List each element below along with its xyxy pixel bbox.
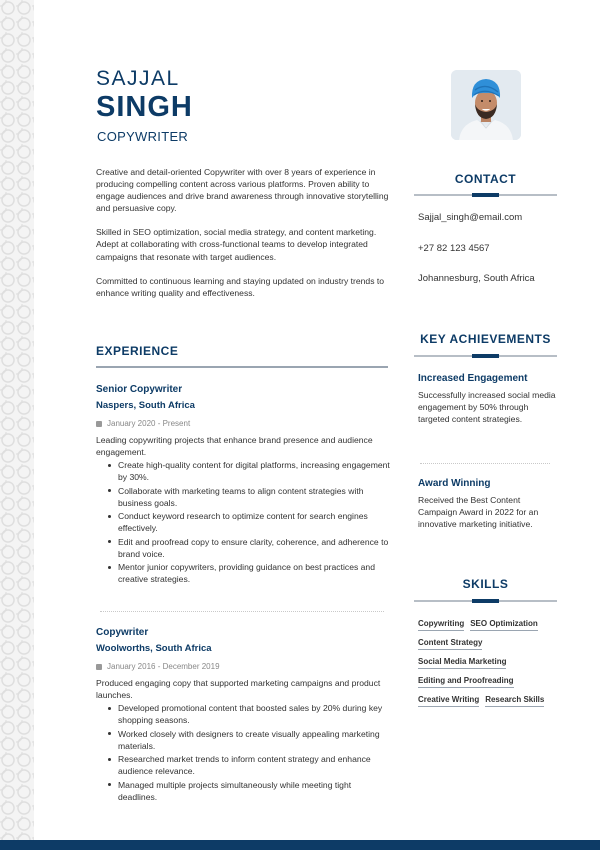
job-dates — [96, 662, 392, 671]
job-dates-text: January 2020 - Present — [107, 419, 191, 428]
calendar-icon — [96, 664, 102, 670]
achievements-divider — [414, 355, 557, 357]
job-company: Woolworths, South Africa — [96, 643, 212, 654]
summary-paragraph: Committed to continuous learning and staying updated on industry trends to enhance writing quality and effectiveness. — [96, 275, 385, 298]
calendar-icon — [96, 421, 102, 427]
job-role: Copywriter — [96, 627, 149, 638]
job-divider — [100, 611, 384, 612]
job-entry — [96, 384, 392, 587]
job-bullet: Mentor junior copywriters, providing guidance on best practices and creative strategies. — [108, 561, 392, 585]
last-name: SINGH — [96, 91, 193, 123]
experience-heading: EXPERIENCE — [96, 344, 179, 358]
job-bullet: Managed multiple projects simultaneously while meeting tight deadlines. — [108, 779, 392, 803]
summary-paragraph: Skilled in SEO optimization, social media strategy, and content marketing. Adept at collaborating with cross-functional teams to develop integrated campaigns that resonate with target audiences. — [96, 227, 377, 262]
skill-tag: Creative Writing — [418, 695, 479, 707]
bottom-accent-bar — [0, 840, 600, 850]
skill-tag: SEO Optimization — [470, 619, 538, 631]
job-entry — [96, 627, 392, 804]
job-description: Leading copywriting projects that enhance brand presence and audience engagement. — [96, 435, 373, 457]
skills-divider — [414, 600, 557, 602]
professional-summary — [96, 166, 392, 311]
job-bullet: Conduct keyword research to optimize content for search engines effectively. — [108, 510, 392, 534]
job-company: Naspers, South Africa — [96, 400, 195, 411]
achievement-text: Received the Best Content Campaign Award in 2022 for an innovative marketing initiative. — [418, 495, 539, 529]
job-dates-text: January 2016 - December 2019 — [107, 662, 220, 671]
contact-divider — [414, 194, 557, 196]
job-role: Senior Copywriter — [96, 384, 183, 395]
achievement-title: Increased Engagement — [418, 373, 528, 384]
experience-divider — [96, 366, 388, 368]
skill-tag: Research Skills — [485, 695, 544, 707]
achievements-heading: KEY ACHIEVEMENTS — [420, 332, 551, 346]
contact-phone[interactable]: +27 82 123 4567 — [418, 243, 490, 254]
skill-tag: Editing and Proofreading — [418, 676, 514, 688]
skill-tag: Copywriting — [418, 619, 464, 631]
job-bullet: Worked closely with designers to create visually appealing marketing materials. — [108, 728, 392, 752]
job-bullets — [96, 702, 392, 803]
job-dates — [96, 419, 392, 428]
decorative-pattern-strip — [0, 0, 34, 850]
job-bullet: Edit and proofread copy to ensure clarity, coherence, and adherence to brand voice. — [108, 536, 392, 560]
job-bullets — [96, 459, 392, 585]
contact-location: Johannesburg, South Africa — [418, 273, 535, 284]
contact-heading: CONTACT — [454, 172, 517, 186]
skills-list — [418, 619, 563, 707]
achievement-text: Successfully increased social media engagement by 50% through targeted content strategies. — [418, 390, 556, 424]
achievement-item — [418, 478, 558, 530]
job-title: COPYWRITER — [97, 129, 189, 144]
first-name: SAJJAL — [96, 67, 180, 90]
skill-tag: Content Strategy — [418, 638, 482, 650]
job-bullet: Create high-quality content for digital platforms, increasing engagement by 30%. — [108, 459, 392, 483]
job-bullet: Collaborate with marketing teams to align content strategies with business goals. — [108, 485, 392, 509]
achievement-divider — [420, 463, 550, 464]
job-bullet: Researched market trends to inform content strategy and enhance audience relevance. — [108, 753, 392, 777]
achievement-title: Award Winning — [418, 478, 491, 489]
job-bullet: Developed promotional content that boosted sales by 20% during key shopping seasons. — [108, 702, 392, 726]
skills-heading: SKILLS — [462, 577, 509, 591]
summary-paragraph: Creative and detail-oriented Copywriter with over 8 years of experience in producing compelling content across various platforms. Proven ability to engage audiences and drive brand awareness through innovative storytelling and persuasive copy. — [96, 167, 389, 214]
skill-tag: Social Media Marketing — [418, 657, 506, 669]
contact-email[interactable]: Sajjal_singh@email.com — [418, 212, 523, 223]
profile-photo — [451, 70, 521, 140]
job-description: Produced engaging copy that supported marketing campaigns and product launches. — [96, 678, 381, 700]
achievement-item — [418, 373, 558, 425]
